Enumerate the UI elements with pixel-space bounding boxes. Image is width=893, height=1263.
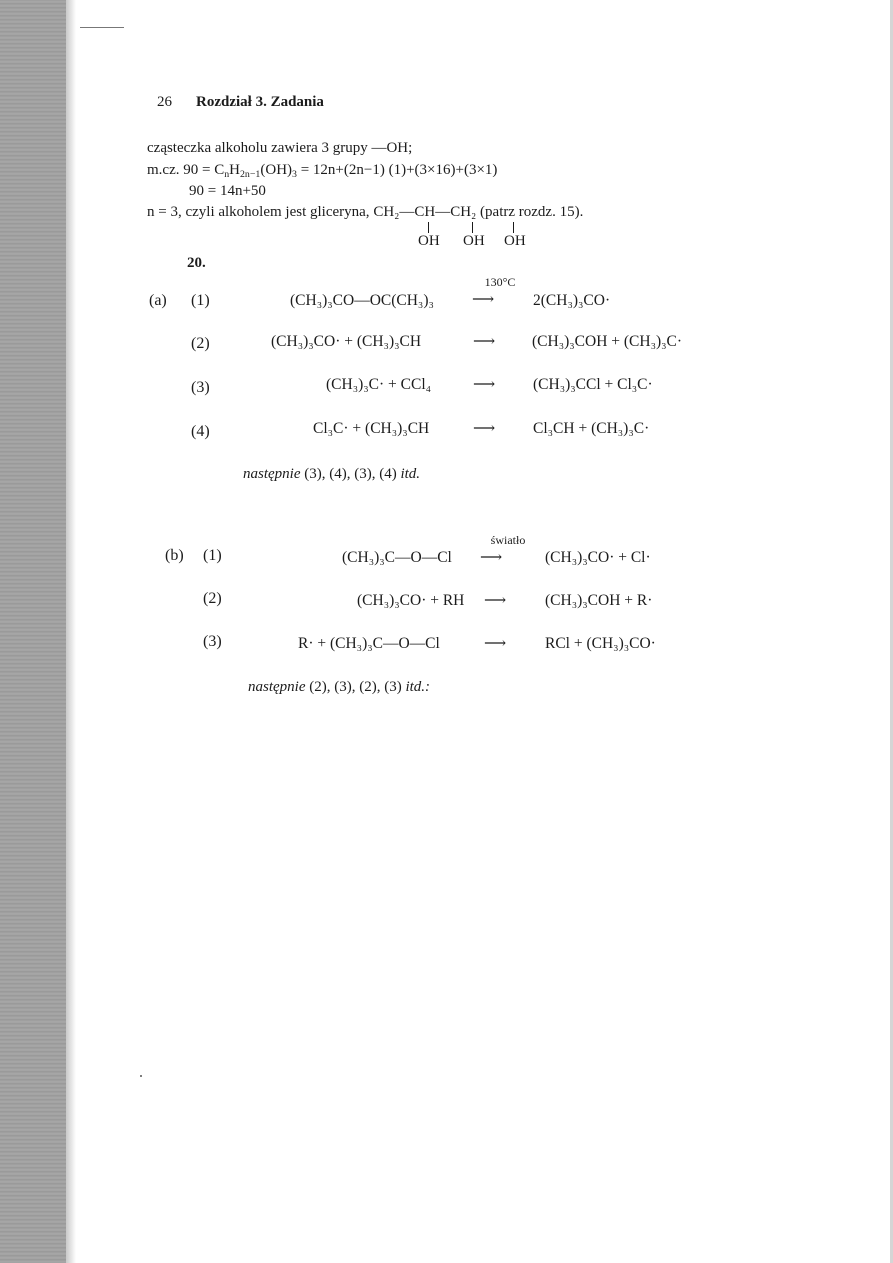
part-a-reaction-1-lhs: (CH₃)₃CO—OC(CH₃)₃ [290,292,434,309]
part-b-reaction-2-number: (2) [203,590,222,607]
part-a-reaction-4-arrow: ⟶ [473,420,496,437]
part-b-reaction-3-lhs: R· + (CH₃)₃C—O—Cl [298,635,440,652]
scan-binding-edge [0,0,66,1263]
part-b-reaction-2-rhs: (CH₃)₃COH + R· [545,592,653,609]
scan-binding-shadow [66,0,76,1263]
part-b-reaction-1-rhs: (CH₃)₃CO· + Cl· [545,549,651,566]
intro-line-2-h: H [229,162,240,178]
part-b-reaction-1-arrow [478,533,538,568]
part-b-reaction-1-lhs: (CH₃)₃C—O—Cl [342,549,452,566]
part-a-reaction-1-condition: 130°C [484,275,516,289]
scan-speck [140,1075,142,1077]
intro-line-3: 90 = 14n+50 [189,183,266,199]
glycerol-chain: CH₂—CH—CH₂ [373,204,477,220]
part-b-sequence-note [248,680,430,695]
part-a-then-itd: itd. [400,466,421,482]
part-a-reaction-3-number: (3) [191,379,210,396]
part-a-reaction-4-number: (4) [191,423,210,440]
intro-line-4 [147,205,583,220]
glycerol-bond-2 [472,222,473,233]
intro-line-4-suffix: (patrz rozdz. 15). [480,204,584,220]
glycerol-oh-2: OH [463,233,485,249]
part-b-reaction-1-number: (1) [203,547,222,564]
intro-line-2-oh: (OH) [260,162,293,178]
intro-line-2-rest: = 12n+(2n−1) (1)+(3×16)+(3×1) [296,162,498,178]
intro-line-2-prefix: m.cz. 90 = C [147,162,225,178]
part-b-reaction-3-arrow: ⟶ [484,635,507,652]
glycerol-oh-3: OH [504,233,526,249]
part-a-sequence-note [243,467,420,482]
part-a-reaction-2-arrow: ⟶ [473,333,496,350]
part-b-reaction-1-condition: światło [490,533,526,547]
part-a-reaction-1-number: (1) [191,292,210,309]
intro-line-2-sub-2n1: 2n−1 [239,168,261,180]
intro-line-2 [147,163,497,178]
part-a-reaction-3-arrow: ⟶ [473,376,496,393]
part-b-reaction-3-rhs: RCl + (CH₃)₃CO· [545,635,656,652]
part-b-reaction-1-arrow-glyph: ⟶ [480,549,503,566]
part-b-label: (b) [165,547,184,564]
part-b-then-word: następnie [248,679,306,695]
part-b-then-seq: (2), (3), (2), (3) [309,679,402,695]
part-b-reaction-2-lhs: (CH₃)₃CO· + RH [357,592,465,609]
part-a-reaction-2-lhs: (CH₃)₃CO· + (CH₃)₃CH [271,333,422,350]
part-a-then-word: następnie [243,466,301,482]
running-title: Rozdział 3. Zadania [196,94,324,110]
glycerol-oh-1: OH [418,233,440,249]
intro-line-2-sub-n: n [224,168,230,180]
page-number: 26 [157,94,172,110]
part-a-then-seq: (3), (4), (3), (4) [304,466,397,482]
part-a-reaction-2-rhs: (CH₃)₃COH + (CH₃)₃C· [532,333,683,350]
part-a-reaction-1-arrow-glyph: ⟶ [472,291,495,308]
problem-number: 20. [187,255,206,271]
part-a-reaction-3-rhs: (CH₃)₃CCl + Cl₃C· [533,376,653,393]
glycerol-bond-3 [513,222,514,233]
part-a-label: (a) [149,292,167,309]
part-a-reaction-3-lhs: (CH₃)₃C· + CCl₄ [326,376,432,393]
part-a-reaction-2-number: (2) [191,335,210,352]
glycerol-bond-1 [428,222,429,233]
part-b-then-itd: itd.: [405,679,431,695]
part-a-reaction-1-rhs: 2(CH₃)₃CO· [533,292,611,309]
intro-line-4-prefix: n = 3, czyli alkoholem jest gliceryna, [147,204,370,220]
part-b-reaction-3-number: (3) [203,633,222,650]
intro-line-2-sub-3: 3 [292,168,297,180]
part-a-reaction-4-lhs: Cl₃C· + (CH₃)₃CH [313,420,430,437]
scan-mark [80,27,124,28]
part-a-reaction-1-arrow [470,275,530,310]
part-b-reaction-2-arrow: ⟶ [484,592,507,609]
part-a-reaction-4-rhs: Cl₃CH + (CH₃)₃C· [533,420,650,437]
intro-line-1: cząsteczka alkoholu zawiera 3 grupy —OH; [147,140,413,156]
